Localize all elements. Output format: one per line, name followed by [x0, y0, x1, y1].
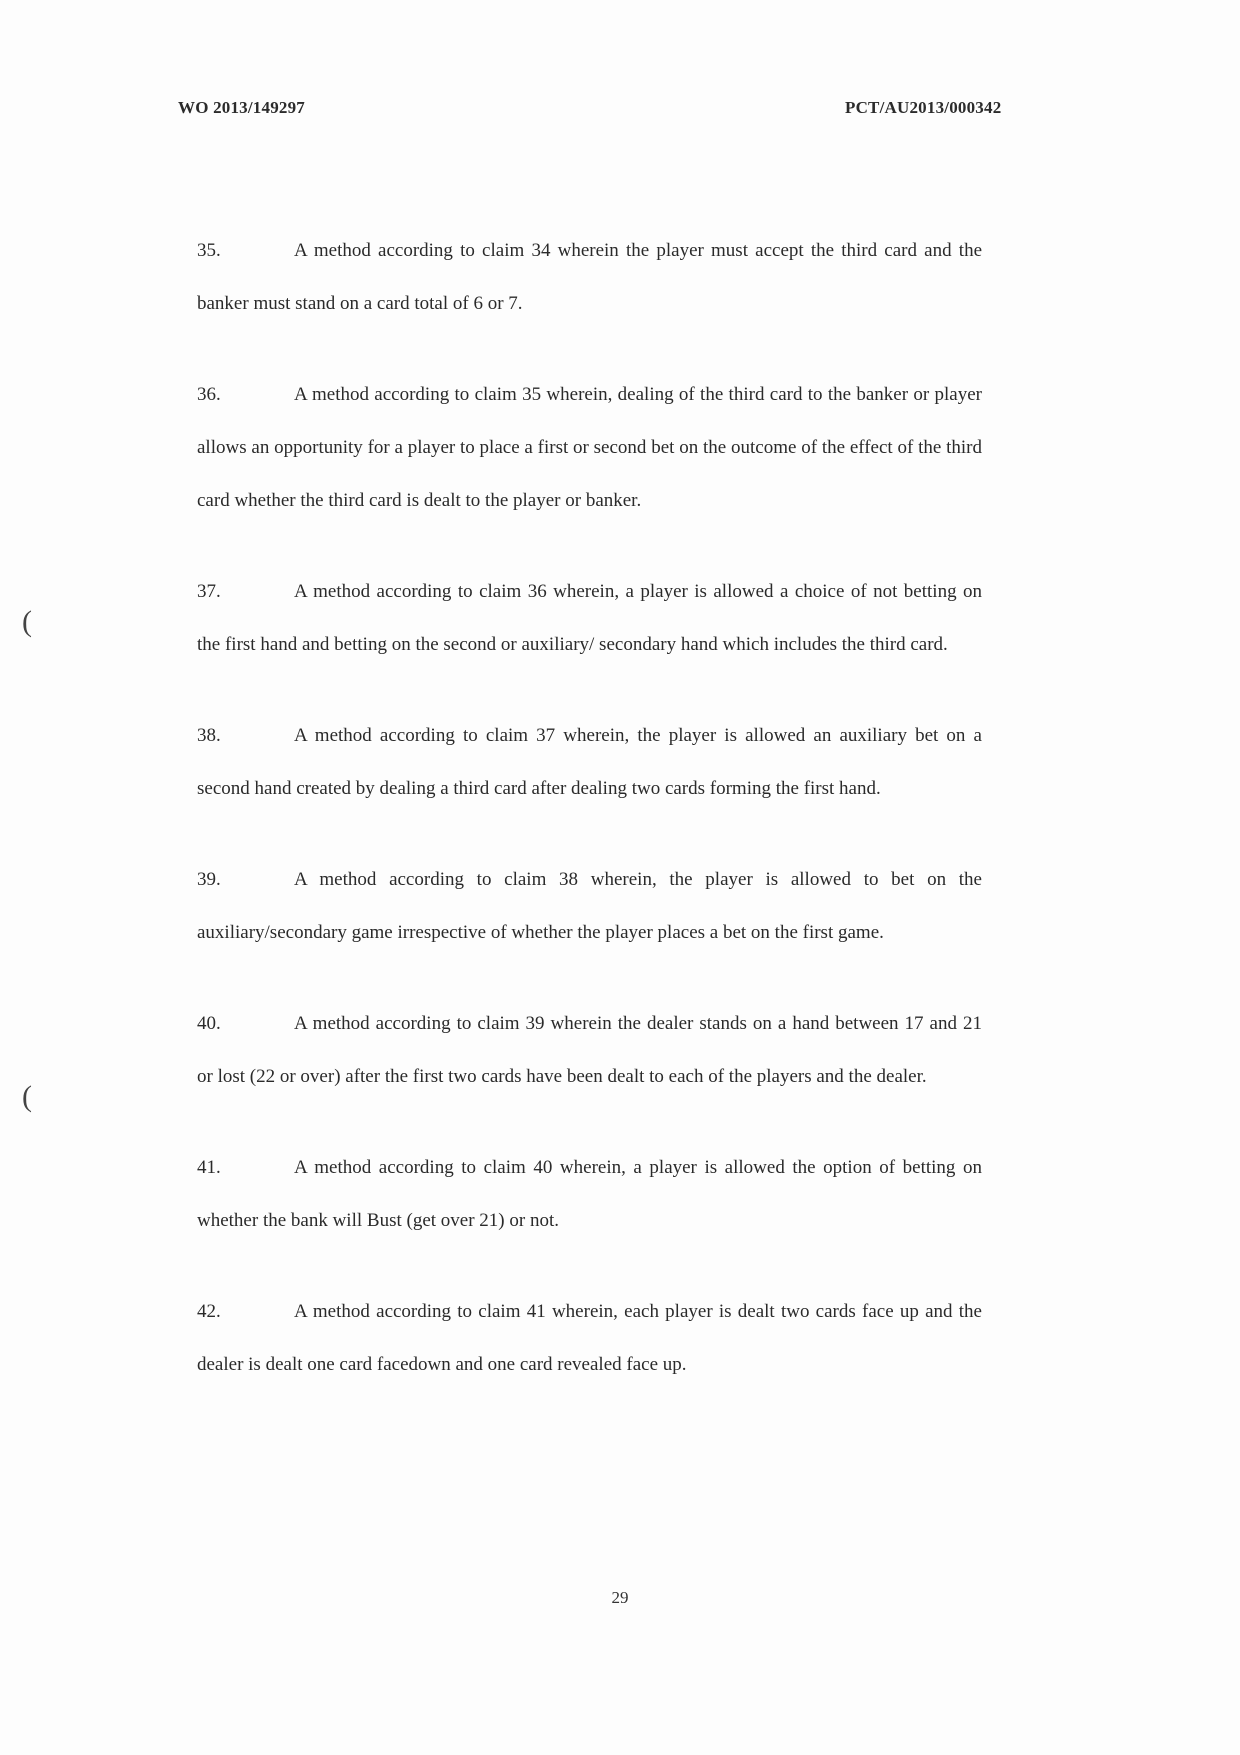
page-number: 29: [611, 1588, 629, 1607]
claim-number: 42.: [197, 1301, 221, 1322]
claim-text: A method according to claim 40 wherein, a player is allowed the option of betting on whether the bank will Bust (get over 21) or not.: [197, 1157, 982, 1231]
claim-text: A method according to claim 39 wherein the dealer stands on a hand between 17 and 21 or lost (22 or over) after the first two cards have been dealt to each of the players and the dealer.: [197, 1013, 982, 1087]
claim-35: [197, 224, 982, 330]
claim-number: 41.: [197, 1157, 221, 1178]
claim-36: [197, 368, 982, 527]
claim-text: A method according to claim 41 wherein, each player is dealt two cards face up and the dealer is dealt one card facedown and one card revealed face up.: [197, 1301, 982, 1375]
claim-text: A method according to claim 37 wherein, the player is allowed an auxiliary bet on a second hand created by dealing a third card after dealing two cards forming the first hand.: [197, 725, 982, 799]
claim-text: A method according to claim 36 wherein, a player is allowed a choice of not betting on the first hand and betting on the second or auxiliary/ secondary hand which includes the third card.: [197, 581, 982, 655]
claim-number: 38.: [197, 725, 221, 746]
claim-text: A method according to claim 35 wherein, dealing of the third card to the banker or player allows an opportunity for a player to place a first or second bet on the outcome of the effect of the third card whether the third card is dealt to the player or banker.: [197, 384, 982, 511]
margin-mark: (: [22, 605, 32, 638]
publication-number: WO 2013/149297: [178, 98, 305, 117]
claim-37: [197, 565, 982, 671]
claim-39: [197, 853, 982, 959]
claims-list: [197, 224, 982, 1429]
claim-number: 40.: [197, 1013, 221, 1034]
margin-mark: (: [22, 1080, 32, 1113]
claim-number: 36.: [197, 384, 221, 405]
claim-number: 39.: [197, 869, 221, 890]
application-number: PCT/AU2013/000342: [845, 98, 1002, 117]
claim-number: 37.: [197, 581, 221, 602]
claim-text: A method according to claim 34 wherein the player must accept the third card and the banker must stand on a card total of 6 or 7.: [197, 240, 982, 314]
claim-42: [197, 1285, 982, 1391]
claim-40: [197, 997, 982, 1103]
claim-text: A method according to claim 38 wherein, the player is allowed to bet on the auxiliary/secondary game irrespective of whether the player places a bet on the first game.: [197, 869, 982, 943]
claim-number: 35.: [197, 240, 221, 261]
claim-41: [197, 1141, 982, 1247]
claim-38: [197, 709, 982, 815]
